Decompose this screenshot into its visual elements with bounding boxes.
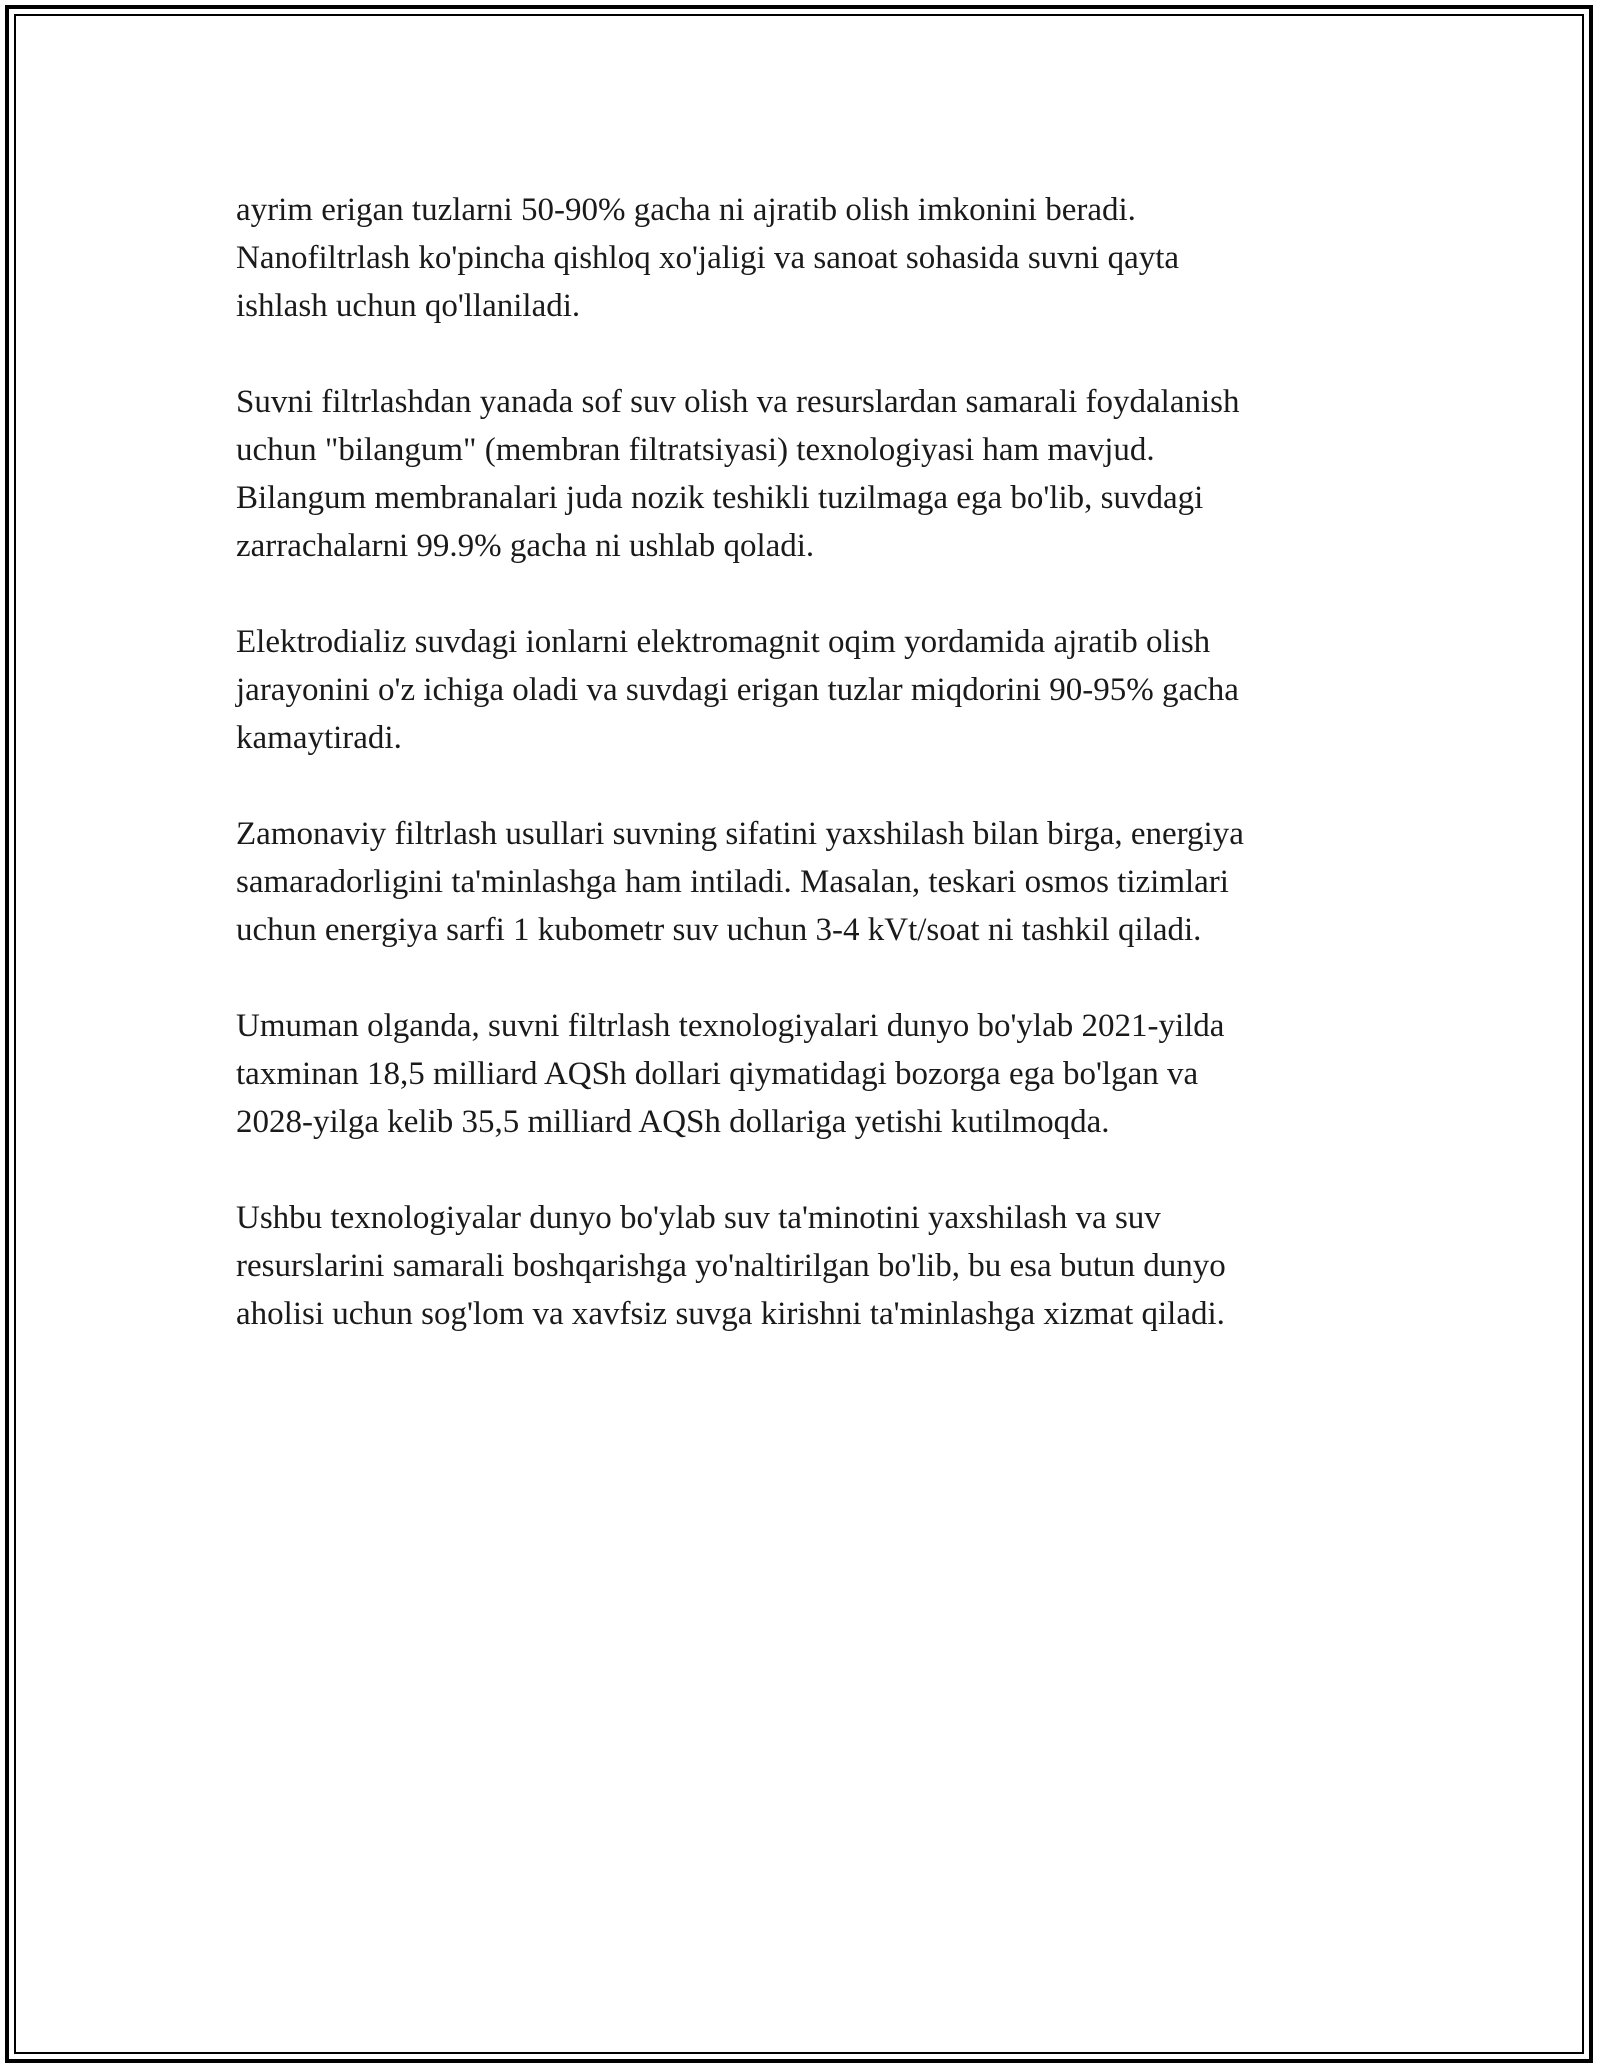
paragraph-market: Umuman olganda, suvni filtrlash texnologiyalari dunyo bo'ylab 2021-yilda taxminan 18,5 milliard AQSh dollari qiymatidagi bozorga ega bo'lgan va 2028-yilga kelib 35,5 milliard AQSh dollariga yetishi kutilmoqda. bbox=[236, 1008, 1225, 1140]
document-body bbox=[236, 186, 1366, 1386]
paragraph-electrodialysis: Elektrodializ suvdagi ionlarni elektromagnit oqim yordamida ajratib olish jarayonini o'z ichiga oladi va suvdagi erigan tuzlar miqdorini 90-95% gacha kamaytiradi. bbox=[236, 624, 1239, 756]
paragraph-conclusion: Ushbu texnologiyalar dunyo bo'ylab suv ta'minotini yaxshilash va suv resurslarini samarali boshqarishga yo'naltirilgan bo'lib, bu esa butun dunyo aholisi uchun sog'lom va xavfsiz suvga kirishni ta'minlashga xizmat qiladi. bbox=[236, 1200, 1226, 1332]
paragraph-bilangum: Suvni filtrlashdan yanada sof suv olish va resurslardan samarali foydalanish uchun "bilangum" (membran filtratsiyasi) texnologiyasi ham mavjud. Bilangum membranalari juda nozik teshikli tuzilmaga ega bo'lib, suvdagi zarrachalarni 99.9% gacha ni ushlab qoladi. bbox=[236, 384, 1240, 564]
paragraph-nanofiltration: ayrim erigan tuzlarni 50-90% gacha ni ajratib olish imkonini beradi. Nanofiltrlash ko'pincha qishloq xo'jaligi va sanoat sohasida suvni qayta ishlash uchun qo'llaniladi. bbox=[236, 192, 1180, 324]
paragraph-energy-efficiency: Zamonaviy filtrlash usullari suvning sifatini yaxshilash bilan birga, energiya samaradorligini ta'minlashga ham intiladi. Masalan, teskari osmos tizimlari uchun energiya sarfi 1 kubometr suv uchun 3-4 kVt/soat ni tashkil qiladi. bbox=[236, 816, 1244, 948]
